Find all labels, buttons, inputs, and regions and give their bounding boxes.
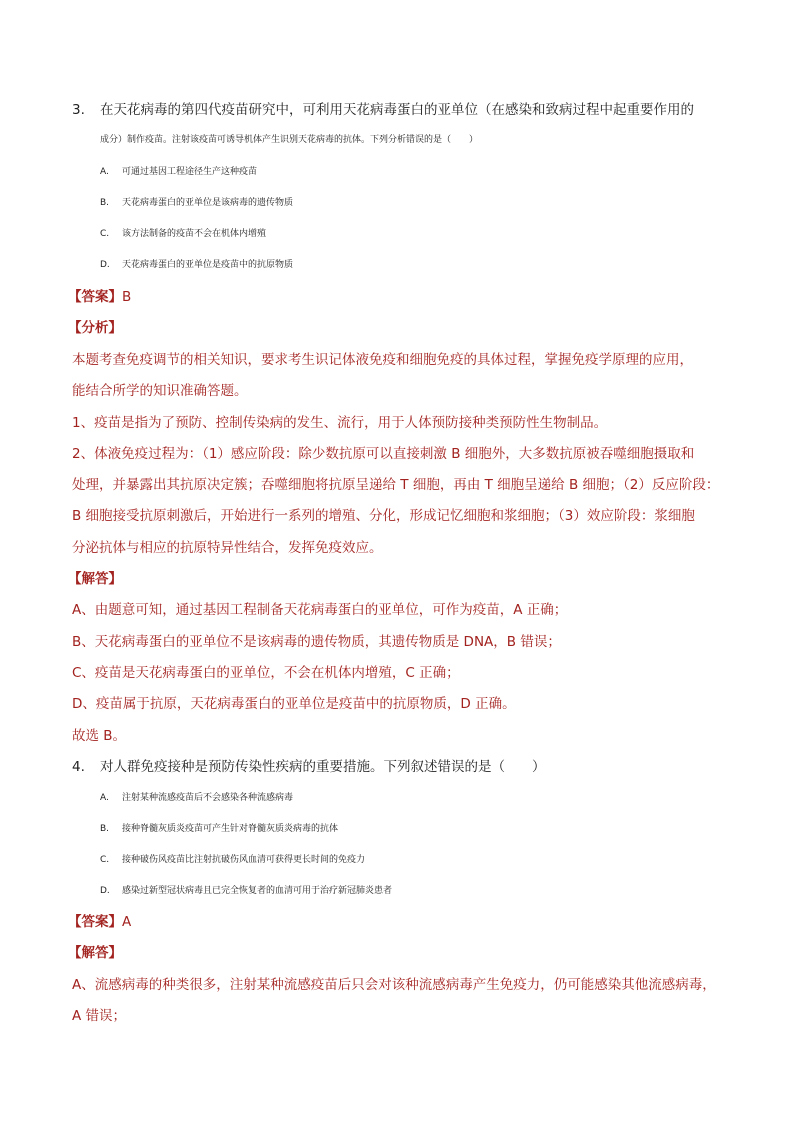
q4-stem-text-1: 对人群免疫接种是预防传染性疾病的重要措施。下列叙述错误的是（ ） <box>100 759 546 775</box>
q3-analysis-line-3: 1、疫苗是指为了预防、控制传染病的发生、流行，用于人体预防接种类预防性生物制品。 <box>72 415 608 431</box>
q3-solution-line-1: A、由题意可知，通过基因工程制备天花病毒蛋白的亚单位，可作为疫苗，A 正确； <box>72 602 568 618</box>
q4-option-b-letter: B. <box>100 824 110 834</box>
q4-option-a-text: 注射某种流感疫苗后不会感染各种流感病毒 <box>122 793 294 803</box>
q4-solution-line-1: A、流感病毒的种类很多，注射某种流感疫苗后只会对该种流感病毒产生免疫力，仍可能感染其他流感病毒， <box>72 977 716 993</box>
q3-option-d <box>100 255 760 275</box>
q4-option-c-letter: C. <box>100 855 110 865</box>
q3-solution-label: 【解答】 <box>68 571 122 587</box>
q3-analysis-line-7: 分泌抗体与相应的抗原特异性结合，发挥免疫效应。 <box>72 540 383 556</box>
q3-conclusion: 故选 B。 <box>72 728 127 744</box>
q3-option-b-text: 天花病毒蛋白的亚单位是该病毒的遗传物质 <box>122 198 294 208</box>
q3-option-c-letter: C. <box>100 229 110 239</box>
q4-option-b <box>100 819 760 839</box>
q3-option-b-letter: B. <box>100 198 110 208</box>
q3-option-c-text: 该方法制备的疫苗不会在机体内增殖 <box>122 229 267 239</box>
q4-option-c <box>100 850 760 870</box>
q4-number: 4. <box>72 759 85 775</box>
q3-stem-line-2: 成分）制作疫苗。注射该疫苗可诱导机体产生识别天花病毒的抗体。下列分析错误的是（ ） <box>100 135 479 145</box>
q4-answer-label: 【答案】 <box>68 914 122 930</box>
q3-solution-line-4: D、疫苗属于抗原，天花病毒蛋白的亚单位是疫苗中的抗原物质，D 正确。 <box>72 696 516 712</box>
q3-answer <box>68 287 728 307</box>
q3-stem-line-1 <box>72 100 732 120</box>
q4-option-b-text: 接种脊髓灰质炎疫苗可产生针对脊髓灰质炎病毒的抗体 <box>122 824 339 834</box>
q4-answer <box>68 912 728 932</box>
q3-option-a-text: 可通过基因工程途径生产这种疫苗 <box>122 167 258 177</box>
q3-number: 3. <box>72 102 85 118</box>
q3-analysis-label: 【分析】 <box>68 320 122 336</box>
q4-option-a <box>100 788 760 808</box>
q3-solution-line-3: C、疫苗是天花病毒蛋白的亚单位，不会在机体内增殖，C 正确； <box>72 665 460 681</box>
q3-analysis-line-1: 本题考查免疫调节的相关知识，要求考生识记体液免疫和细胞免疫的具体过程，掌握免疫学原理的应用， <box>72 352 693 368</box>
q3-analysis-line-4: 2、体液免疫过程为：（1）感应阶段：除少数抗原可以直接刺激 B 细胞外，大多数抗原被吞噬细胞摄取和 <box>72 446 695 462</box>
q3-stem-text-1: 在天花病毒的第四代疫苗研究中，可利用天花病毒蛋白的亚单位（在感染和致病过程中起重要作用的 <box>100 102 694 118</box>
q3-analysis-line-2: 能结合所学的知识准确答题。 <box>72 383 248 399</box>
q3-option-b <box>100 193 760 213</box>
q4-option-d-text: 感染过新型冠状病毒且已完全恢复者的血清可用于治疗新冠肺炎患者 <box>122 886 393 896</box>
q3-analysis-line-5: 处理，并暴露出其抗原决定簇；吞噬细胞将抗原呈递给 T 细胞，再由 T 细胞呈递给 B 细胞；（2）反应阶段： <box>72 477 720 493</box>
q3-option-a <box>100 162 760 182</box>
q4-solution-line-2: A 错误； <box>72 1008 127 1024</box>
q3-option-a-letter: A. <box>100 167 109 177</box>
q3-answer-label: 【答案】 <box>68 289 122 305</box>
q3-option-c <box>100 224 760 244</box>
q4-option-d-letter: D. <box>100 886 110 896</box>
q4-option-a-letter: A. <box>100 793 109 803</box>
q4-option-d <box>100 881 760 901</box>
q4-answer-value: A <box>122 914 132 930</box>
q3-answer-value: B <box>122 289 132 305</box>
q3-option-d-letter: D. <box>100 260 110 270</box>
q4-option-c-text: 接种破伤风疫苗比注射抗破伤风血清可获得更长时间的免疫力 <box>122 855 366 865</box>
q3-option-d-text: 天花病毒蛋白的亚单位是疫苗中的抗原物质 <box>122 260 294 270</box>
q3-solution-line-2: B、天花病毒蛋白的亚单位不是该病毒的遗传物质，其遗传物质是 DNA，B 错误； <box>72 634 561 650</box>
q4-stem-line-1 <box>72 757 732 777</box>
q4-solution-label: 【解答】 <box>68 945 122 961</box>
q3-analysis-line-6: B 细胞接受抗原刺激后，开始进行一系列的增殖、分化，形成记忆细胞和浆细胞；（3）效应阶段：浆细胞 <box>72 508 695 524</box>
